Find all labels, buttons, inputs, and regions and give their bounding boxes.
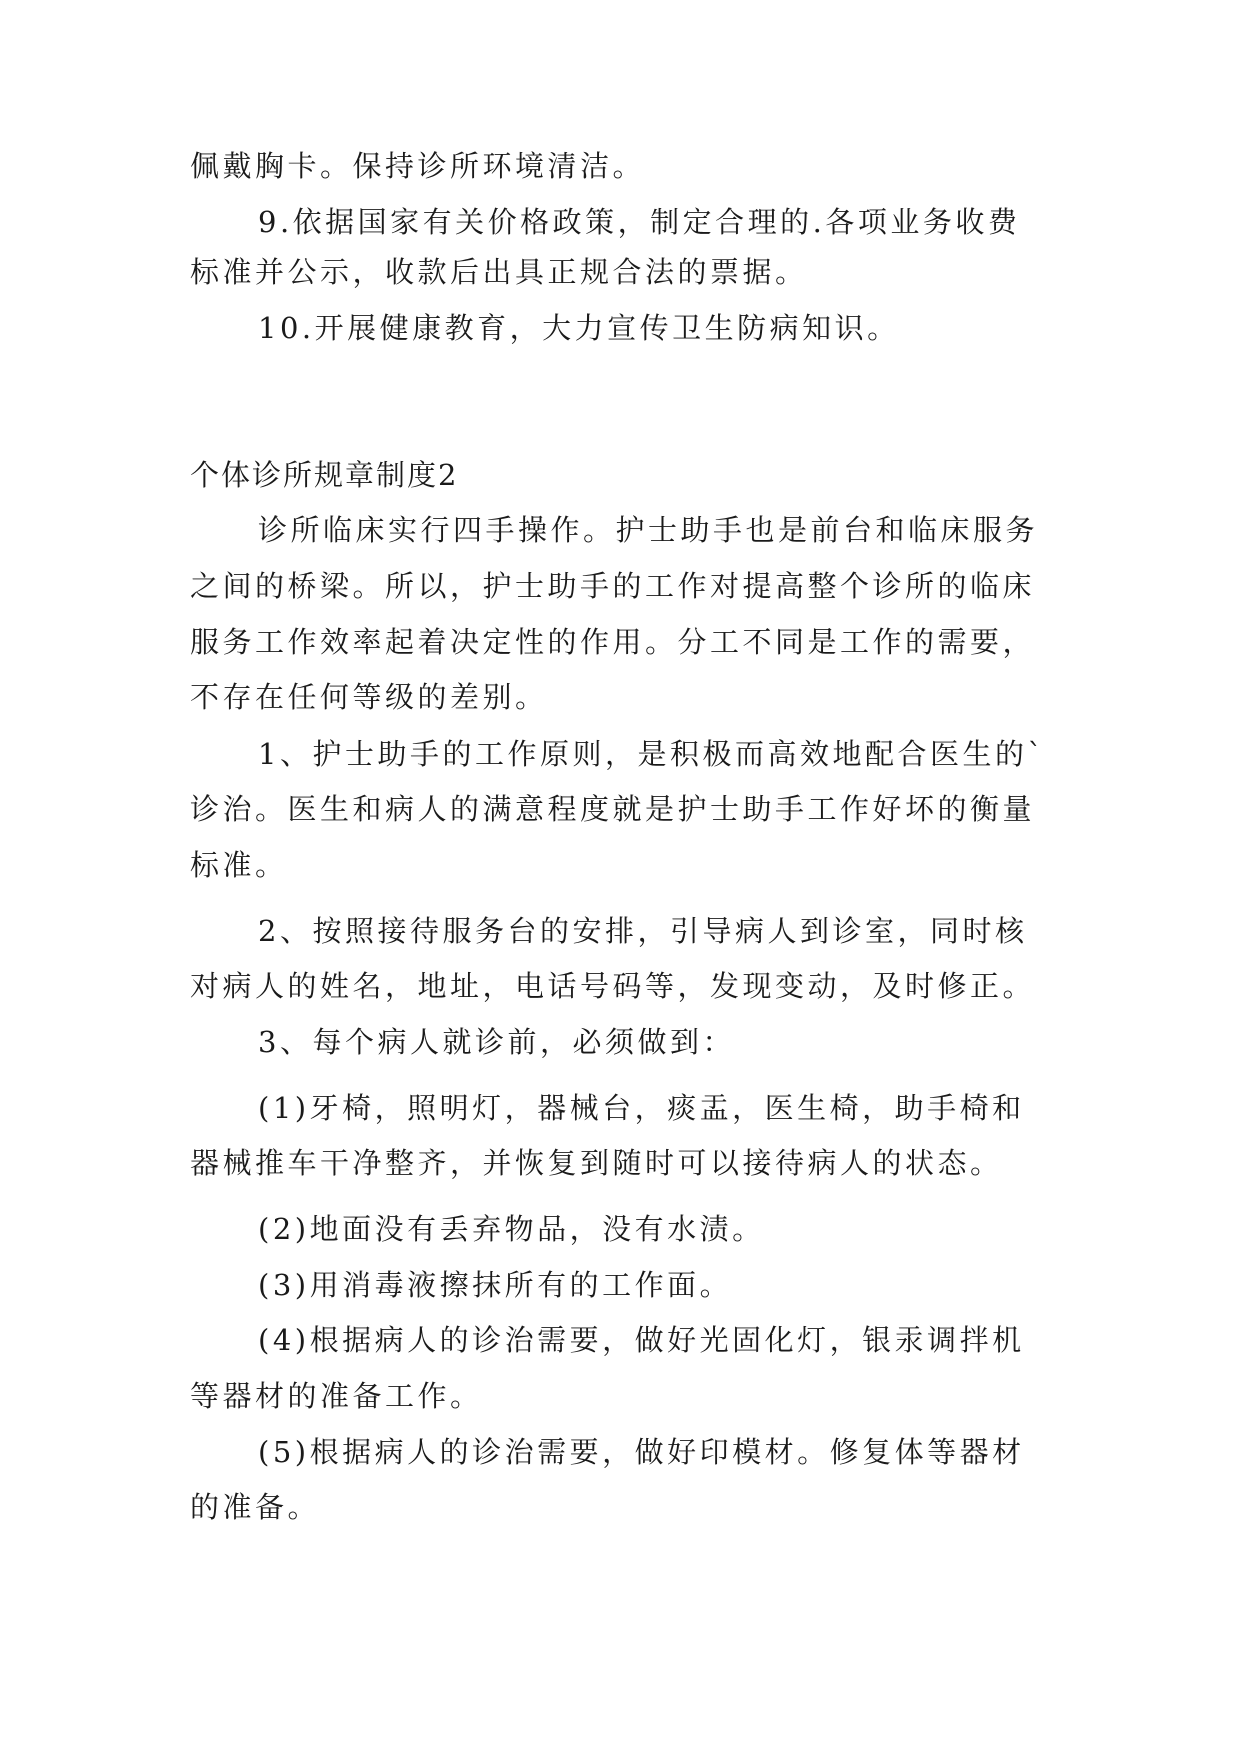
paragraph-line: 诊所临床实行四手操作。护士助手也是前台和临床服务 [258, 513, 1039, 547]
text-line: 标准并公示，收款后出具正规合法的票据。 [190, 255, 808, 289]
sub-item-5: (5)根据病人的诊治需要，做好印模材。修复体等器材 [258, 1435, 1025, 1469]
paragraph-line: 器械推车干净整齐，并恢复到随时可以接待病人的状态。 [190, 1146, 1003, 1180]
sub-item-3: (3)用消毒液擦抹所有的工作面。 [258, 1268, 733, 1302]
paragraph-line: 之间的桥梁。所以，护士助手的工作对提高整个诊所的临床 [190, 569, 1036, 603]
list-item-1: 1、护士助手的工作原则，是积极而高效地配合医生的` [258, 737, 1046, 771]
sub-item-2: (2)地面没有丢弃物品，没有水渍。 [258, 1212, 765, 1246]
list-item-2: 2、按照接待服务台的安排，引导病人到诊室，同时核 [258, 914, 1028, 948]
section-heading: 个体诊所规章制度2 [190, 458, 459, 492]
paragraph-line: 不存在任何等级的差别。 [190, 680, 548, 714]
paragraph-line: 等器材的准备工作。 [190, 1379, 483, 1413]
list-item-9: 9.依据国家有关价格政策，制定合理的.各项业务收费 [258, 205, 1021, 239]
sub-item-1: (1)牙椅，照明灯，器械台，痰盂，医生椅，助手椅和 [258, 1091, 1025, 1125]
paragraph-line: 标准。 [190, 848, 288, 882]
paragraph-line: 的准备。 [190, 1490, 321, 1524]
paragraph-line: 对病人的姓名，地址，电话号码等，发现变动，及时修正。 [190, 969, 1036, 1003]
list-item-3: 3、每个病人就诊前，必须做到： [258, 1025, 735, 1059]
paragraph-line: 服务工作效率起着决定性的作用。分工不同是工作的需要， [190, 625, 1036, 659]
text-line: 佩戴胸卡。保持诊所环境清洁。 [190, 149, 646, 183]
list-item-10: 10.开展健康教育，大力宣传卫生防病知识。 [258, 311, 900, 345]
sub-item-4: (4)根据病人的诊治需要，做好光固化灯，银汞调拌机 [258, 1323, 1025, 1357]
paragraph-line: 诊治。医生和病人的满意程度就是护士助手工作好坏的衡量 [190, 792, 1036, 826]
